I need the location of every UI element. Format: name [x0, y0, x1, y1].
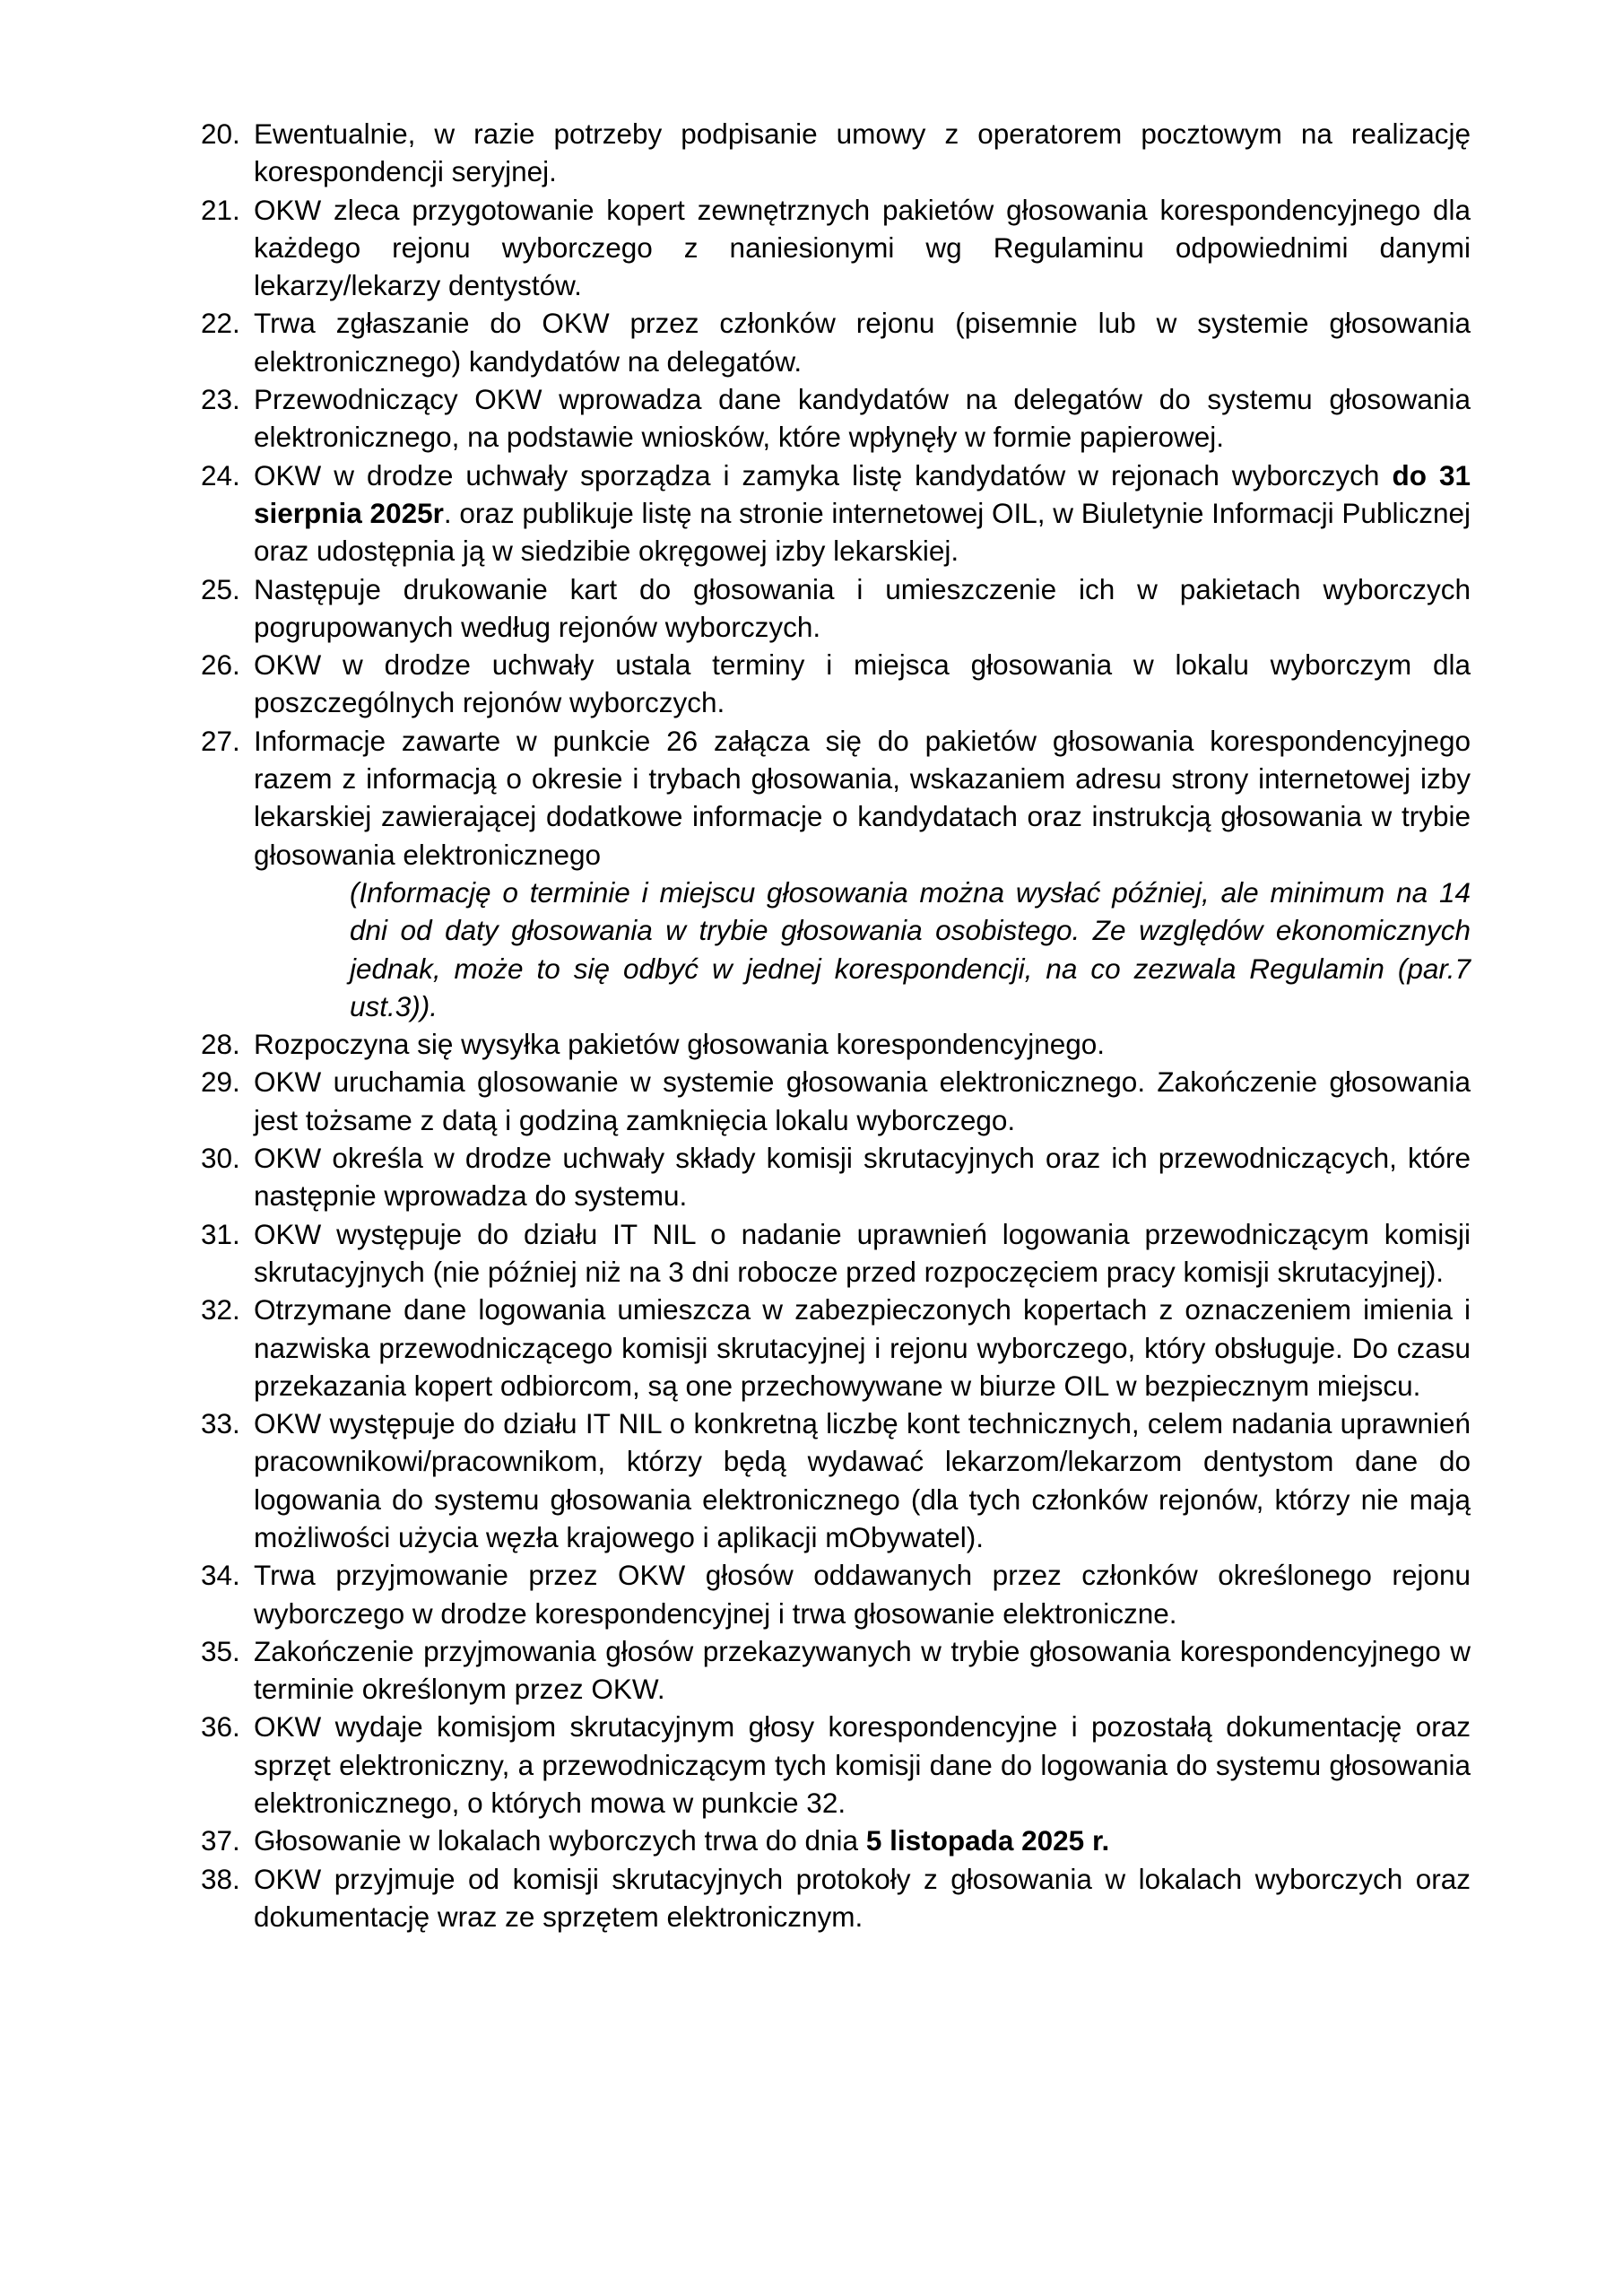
step-text: OKW wydaje komisjom skrutacyjnym głosy korespondencyjne i pozostałą dokumentację oraz sprzęt elektroniczny, a przewodniczącym tych komisji dane do logowania do systemu głosowania elektronicznego, o których mowa w punkcie 32. [254, 1710, 1471, 1820]
step-35 [201, 1632, 1471, 1709]
step-number: 36. [201, 1710, 240, 1744]
step-text: OKW występuje do działu IT NIL o konkretną liczbę kont technicznych, celem nadania uprawnień pracownikowi/pracownikom, którzy będą wydawać lekarzom/lekarzom dentystom dane do logowania do systemu głosowania elektronicznego (dla tych członków rejonów, którzy nie mają możliwości użycia węzła krajowego i aplikacji mObywatel). [254, 1407, 1471, 1553]
step-text: Trwa zgłaszanie do OKW przez członków rejonu (pisemnie lub w systemie głosowania elektronicznego) kandydatów na delegatów. [254, 307, 1471, 378]
step-21 [201, 191, 1471, 305]
step-30 [201, 1139, 1471, 1215]
step-text: Otrzymane dane logowania umieszcza w zabezpieczonych kopertach z oznaczeniem imienia i nazwiska przewodniczącego komisji skrutacyjnej i rejonu wyborczego, który obsługuje. Do czasu przekazania kopert odbiorcom, są one przechowywane w biurze OIL w bezpiecznym miejscu. [254, 1293, 1471, 1402]
step-text-continued: . oraz publikuje listę na stronie internetowej OIL, w Biuletynie Informacji Publicznej oraz udostępnia ją w siedzibie okręgowej izby lekarskiej. [254, 496, 1471, 568]
step-text: Informacje zawarte w punkcie 26 załącza się do pakietów głosowania korespondencyjnego razem z informacją o okresie i trybach głosowania, wskazaniem adresu strony internetowej izby lekarskiej zawierającej dodatkowe informacje o kandydatach oraz instrukcją głosowania w trybie głosowania elektronicznego [254, 724, 1471, 871]
step-23 [201, 380, 1471, 457]
document-page [201, 115, 1471, 1935]
step-text: Zakończenie przyjmowania głosów przekazywanych w trybie głosowania korespondencyjnego w terminie określonym przez OKW. [254, 1634, 1471, 1706]
step-text: Trwa przyjmowanie przez OKW głosów oddawanych przez członków określonego rejonu wyborczego w drodze korespondencyjnej i trwa głosowanie elektroniczne. [254, 1559, 1471, 1630]
step-text: Głosowanie w lokalach wyborczych trwa do dnia [254, 1824, 866, 1857]
step-number: 38. [201, 1862, 240, 1895]
step-text: OKW przyjmuje od komisji skrutacyjnych protokoły z głosowania w lokalach wyborczych oraz dokumentację wraz ze sprzętem elektronicznym. [254, 1862, 1471, 1933]
step-36 [201, 1708, 1471, 1822]
step-33 [201, 1405, 1471, 1556]
step-20 [201, 115, 1471, 191]
step-text: Następuje drukowanie kart do głosowania i umieszczenie ich w pakietach wyborczych pogrupowanych według rejonów wyborczych. [254, 572, 1471, 643]
step-number: 23. [201, 383, 240, 416]
step-number: 33. [201, 1407, 240, 1440]
step-number: 31. [201, 1217, 240, 1250]
step-number: 35. [201, 1634, 240, 1667]
step-number: 34. [201, 1559, 240, 1592]
step-number: 28. [201, 1028, 240, 1061]
step-number: 21. [201, 193, 240, 226]
step-24 [201, 457, 1471, 570]
step-text: OKW występuje do działu IT NIL o nadanie uprawnień logowania przewodniczącym komisji skrutacyjnych (nie później niż na 3 dni robocze przed rozpoczęciem pracy komisji skrutacyjnej). [254, 1217, 1471, 1288]
step-number: 22. [201, 307, 240, 340]
step-text: OKW w drodze uchwały sporządza i zamyka listę kandydatów w rejonach wyborczych [254, 458, 1393, 491]
step-number: 29. [201, 1065, 240, 1099]
step-number: 24. [201, 458, 240, 491]
deadline-date: 5 listopada 2025 r. [865, 1824, 1110, 1857]
step-text: Rozpoczyna się wysyłka pakietów głosowania korespondencyjnego. [254, 1028, 1106, 1061]
step-number: 30. [201, 1142, 240, 1175]
step-38 [201, 1860, 1471, 1936]
step-34 [201, 1556, 1471, 1632]
step-31 [201, 1215, 1471, 1292]
step-number: 26. [201, 648, 240, 682]
step-text: OKW uruchamia glosowanie w systemie głosowania elektronicznego. Zakończenie głosowania jest tożsame z datą i godziną zamknięcia lokalu wyborczego. [254, 1065, 1471, 1136]
step-25 [201, 570, 1471, 647]
step-text: OKW zleca przygotowanie kopert zewnętrznych pakietów głosowania korespondencyjnego dla każdego rejonu wyborczego z naniesionymi wg Regulaminu odpowiednimi danymi lekarzy/lekarzy dentystów. [254, 193, 1471, 302]
step-number: 32. [201, 1293, 240, 1326]
step-number: 37. [201, 1824, 240, 1857]
procedure-steps-list [201, 115, 1471, 1935]
step-37 [201, 1822, 1471, 1859]
step-text: Przewodniczący OKW wprowadza dane kandydatów na delegatów do systemu głosowania elektronicznego, na podstawie wniosków, które wpłynęły w formie papierowej. [254, 383, 1471, 454]
step-28 [201, 1025, 1471, 1063]
step-22 [201, 304, 1471, 380]
step-number: 20. [201, 117, 240, 150]
step-text: OKW określa w drodze uchwały składy komisji skrutacyjnych oraz ich przewodniczących, które następnie wprowadza do systemu. [254, 1142, 1471, 1213]
italic-note: (Informację o terminie i miejscu głosowania można wysłać później, ale minimum na 14 dni od daty głosowania w trybie głosowania osobistego. Ze względów ekonomicznych jednak, może to się odbyć w jednej korespondencji, na co zezwala Regulamin (par.7 ust.3)). [350, 875, 1471, 1022]
step-29 [201, 1063, 1471, 1139]
step-text: Ewentualnie, w razie potrzeby podpisanie umowy z operatorem pocztowym na realizację korespondencji seryjnej. [254, 117, 1471, 188]
step-26 [201, 646, 1471, 722]
step-27 [201, 722, 1471, 1025]
step-text: OKW w drodze uchwały ustala terminy i miejsca głosowania w lokalu wyborczym dla poszczególnych rejonów wyborczych. [254, 648, 1471, 719]
step-32 [201, 1291, 1471, 1405]
step-number: 25. [201, 572, 240, 605]
step-number: 27. [201, 724, 240, 757]
deadline-date: do 31 sierpnia 2025r [254, 458, 1471, 529]
